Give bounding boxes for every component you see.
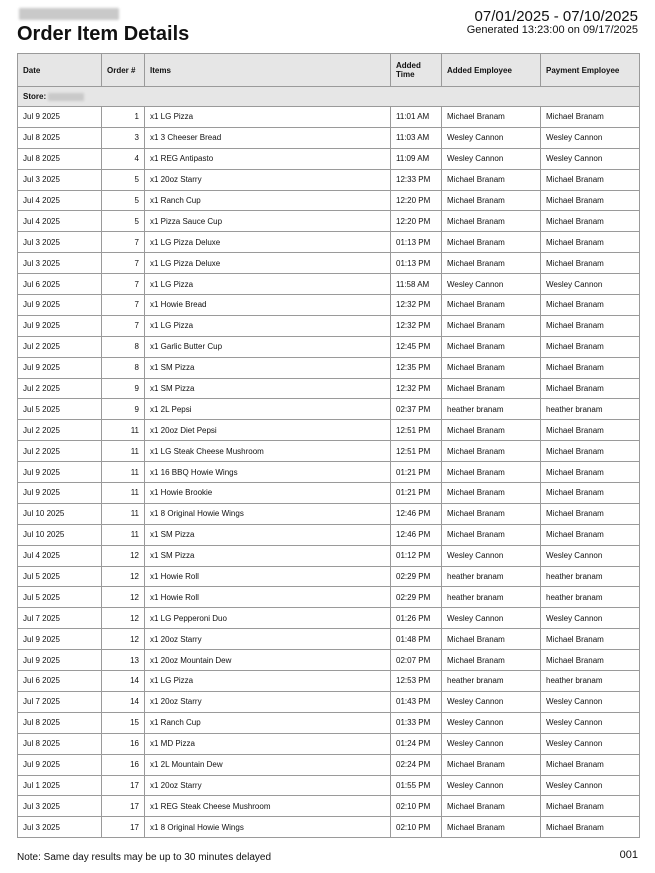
table-row (18, 566, 640, 587)
added-employee-cell: Michael Branam (442, 378, 541, 399)
added-time-cell: 12:46 PM (391, 503, 442, 524)
items-cell: x1 LG Pizza (145, 671, 391, 692)
store-group-cell (18, 87, 640, 107)
added-employee-cell: Michael Branam (442, 295, 541, 316)
table-row (18, 524, 640, 545)
added-time-cell: 11:01 AM (391, 107, 442, 128)
payment-employee-cell: Michael Branam (541, 336, 640, 357)
date-cell: Jul 10 2025 (18, 524, 102, 545)
date-cell: Jul 3 2025 (18, 817, 102, 838)
payment-employee-cell: Michael Branam (541, 253, 640, 274)
items-cell: x1 LG Pizza Deluxe (145, 232, 391, 253)
date-cell: Jul 3 2025 (18, 253, 102, 274)
order-number-cell: 7 (102, 253, 145, 274)
payment-employee-cell: Michael Branam (541, 169, 640, 190)
added-employee-cell: Wesley Cannon (442, 545, 541, 566)
date-cell: Jul 3 2025 (18, 232, 102, 253)
items-cell: x1 LG Pizza Deluxe (145, 253, 391, 274)
added-employee-cell: Michael Branam (442, 315, 541, 336)
order-number-cell: 9 (102, 399, 145, 420)
col-date: Date (18, 54, 102, 87)
date-range: 07/01/2025 - 07/10/2025 (474, 8, 638, 25)
payment-employee-cell: Michael Branam (541, 462, 640, 483)
added-employee-cell: Michael Branam (442, 357, 541, 378)
items-cell: x1 2L Pepsi (145, 399, 391, 420)
date-cell: Jul 6 2025 (18, 671, 102, 692)
table-row (18, 378, 640, 399)
date-cell: Jul 5 2025 (18, 587, 102, 608)
items-cell: x1 20oz Diet Pepsi (145, 420, 391, 441)
added-employee-cell: Michael Branam (442, 232, 541, 253)
col-items: Items (145, 54, 391, 87)
added-time-cell: 12:32 PM (391, 315, 442, 336)
order-number-cell: 14 (102, 671, 145, 692)
added-employee-cell: heather branam (442, 671, 541, 692)
table-row (18, 754, 640, 775)
added-time-cell: 11:03 AM (391, 127, 442, 148)
table-row (18, 587, 640, 608)
payment-employee-cell: Michael Branam (541, 483, 640, 504)
items-cell: x1 LG Pizza (145, 315, 391, 336)
table-row (18, 315, 640, 336)
payment-employee-cell: Wesley Cannon (541, 608, 640, 629)
added-time-cell: 02:07 PM (391, 650, 442, 671)
items-cell: x1 8 Original Howie Wings (145, 817, 391, 838)
page-number: 001 (619, 849, 638, 861)
added-time-cell: 01:55 PM (391, 775, 442, 796)
date-cell: Jul 3 2025 (18, 169, 102, 190)
added-time-cell: 01:21 PM (391, 483, 442, 504)
date-cell: Jul 8 2025 (18, 148, 102, 169)
added-time-cell: 01:13 PM (391, 232, 442, 253)
payment-employee-cell: Michael Branam (541, 190, 640, 211)
page-title: Order Item Details (17, 23, 190, 45)
added-time-cell: 02:29 PM (391, 587, 442, 608)
date-cell: Jul 9 2025 (18, 754, 102, 775)
order-number-cell: 11 (102, 441, 145, 462)
table-row (18, 357, 640, 378)
table-row (18, 733, 640, 754)
table-row (18, 127, 640, 148)
order-number-cell: 17 (102, 775, 145, 796)
order-number-cell: 4 (102, 148, 145, 169)
items-cell: x1 Howie Roll (145, 566, 391, 587)
payment-employee-cell: Michael Branam (541, 107, 640, 128)
order-number-cell: 7 (102, 232, 145, 253)
date-cell: Jul 2 2025 (18, 378, 102, 399)
added-employee-cell: Michael Branam (442, 462, 541, 483)
added-employee-cell: Michael Branam (442, 817, 541, 838)
order-number-cell: 9 (102, 378, 145, 399)
table-row (18, 253, 640, 274)
table-row (18, 545, 640, 566)
order-number-cell: 14 (102, 691, 145, 712)
col-payment-employee: Payment Employee (541, 54, 640, 87)
added-employee-cell: Michael Branam (442, 253, 541, 274)
added-employee-cell: Wesley Cannon (442, 733, 541, 754)
table-row (18, 232, 640, 253)
added-employee-cell: Michael Branam (442, 190, 541, 211)
order-number-cell: 16 (102, 754, 145, 775)
col-added-employee: Added Employee (442, 54, 541, 87)
table-row (18, 462, 640, 483)
date-cell: Jul 8 2025 (18, 127, 102, 148)
added-employee-cell: Michael Branam (442, 441, 541, 462)
order-items-table (17, 53, 640, 838)
table-row (18, 295, 640, 316)
payment-employee-cell: Michael Branam (541, 754, 640, 775)
order-number-cell: 7 (102, 315, 145, 336)
order-number-cell: 11 (102, 420, 145, 441)
added-time-cell: 02:24 PM (391, 754, 442, 775)
items-cell: x1 Howie Roll (145, 587, 391, 608)
items-cell: x1 LG Steak Cheese Mushroom (145, 441, 391, 462)
added-employee-cell: Michael Branam (442, 336, 541, 357)
added-employee-cell: Michael Branam (442, 503, 541, 524)
added-employee-cell: heather branam (442, 566, 541, 587)
items-cell: x1 LG Pizza (145, 274, 391, 295)
payment-employee-cell: Michael Branam (541, 420, 640, 441)
store-label: Store: (23, 92, 47, 101)
added-time-cell: 01:33 PM (391, 712, 442, 733)
table-row (18, 671, 640, 692)
order-number-cell: 3 (102, 127, 145, 148)
order-number-cell: 1 (102, 107, 145, 128)
added-time-cell: 12:46 PM (391, 524, 442, 545)
added-time-cell: 12:53 PM (391, 671, 442, 692)
payment-employee-cell: heather branam (541, 399, 640, 420)
items-cell: x1 Ranch Cup (145, 190, 391, 211)
added-time-cell: 01:43 PM (391, 691, 442, 712)
added-employee-cell: Wesley Cannon (442, 148, 541, 169)
payment-employee-cell: Michael Branam (541, 524, 640, 545)
date-cell: Jul 1 2025 (18, 775, 102, 796)
items-cell: x1 Ranch Cup (145, 712, 391, 733)
order-number-cell: 11 (102, 462, 145, 483)
added-time-cell: 12:45 PM (391, 336, 442, 357)
table-row (18, 691, 640, 712)
date-cell: Jul 2 2025 (18, 420, 102, 441)
table-row (18, 629, 640, 650)
table-row (18, 148, 640, 169)
table-row (18, 712, 640, 733)
date-cell: Jul 9 2025 (18, 650, 102, 671)
date-cell: Jul 7 2025 (18, 608, 102, 629)
items-cell: x1 SM Pizza (145, 524, 391, 545)
items-cell: x1 REG Steak Cheese Mushroom (145, 796, 391, 817)
date-cell: Jul 9 2025 (18, 357, 102, 378)
added-time-cell: 12:20 PM (391, 211, 442, 232)
order-number-cell: 5 (102, 169, 145, 190)
added-time-cell: 02:10 PM (391, 817, 442, 838)
order-number-cell: 5 (102, 211, 145, 232)
added-employee-cell: Michael Branam (442, 107, 541, 128)
items-cell: x1 3 Cheeser Bread (145, 127, 391, 148)
table-row (18, 796, 640, 817)
date-cell: Jul 9 2025 (18, 315, 102, 336)
date-cell: Jul 2 2025 (18, 336, 102, 357)
date-cell: Jul 7 2025 (18, 691, 102, 712)
payment-employee-cell: Wesley Cannon (541, 712, 640, 733)
order-number-cell: 12 (102, 608, 145, 629)
order-number-cell: 11 (102, 483, 145, 504)
date-cell: Jul 4 2025 (18, 211, 102, 232)
payment-employee-cell: Michael Branam (541, 629, 640, 650)
added-time-cell: 12:32 PM (391, 378, 442, 399)
order-number-cell: 8 (102, 336, 145, 357)
added-time-cell: 01:26 PM (391, 608, 442, 629)
table-row (18, 775, 640, 796)
payment-employee-cell: Michael Branam (541, 650, 640, 671)
added-employee-cell: Michael Branam (442, 796, 541, 817)
order-number-cell: 12 (102, 545, 145, 566)
items-cell: x1 20oz Starry (145, 629, 391, 650)
payment-employee-cell: Michael Branam (541, 232, 640, 253)
items-cell: x1 20oz Starry (145, 691, 391, 712)
payment-employee-cell: Michael Branam (541, 211, 640, 232)
table-row (18, 107, 640, 128)
payment-employee-cell: Michael Branam (541, 378, 640, 399)
added-time-cell: 02:29 PM (391, 566, 442, 587)
payment-employee-cell: Wesley Cannon (541, 274, 640, 295)
payment-employee-cell: heather branam (541, 566, 640, 587)
table-header-row (18, 54, 640, 87)
order-number-cell: 17 (102, 817, 145, 838)
date-cell: Jul 5 2025 (18, 566, 102, 587)
added-employee-cell: Wesley Cannon (442, 608, 541, 629)
payment-employee-cell: heather branam (541, 587, 640, 608)
payment-employee-cell: Michael Branam (541, 796, 640, 817)
payment-employee-cell: Wesley Cannon (541, 148, 640, 169)
date-cell: Jul 5 2025 (18, 399, 102, 420)
payment-employee-cell: Wesley Cannon (541, 775, 640, 796)
order-number-cell: 17 (102, 796, 145, 817)
date-cell: Jul 9 2025 (18, 462, 102, 483)
items-cell: x1 LG Pepperoni Duo (145, 608, 391, 629)
order-number-cell: 7 (102, 295, 145, 316)
payment-employee-cell: Wesley Cannon (541, 733, 640, 754)
order-number-cell: 11 (102, 524, 145, 545)
added-time-cell: 01:12 PM (391, 545, 442, 566)
store-group-row (18, 87, 640, 107)
date-cell: Jul 9 2025 (18, 483, 102, 504)
added-time-cell: 01:48 PM (391, 629, 442, 650)
added-employee-cell: heather branam (442, 399, 541, 420)
table-row (18, 441, 640, 462)
added-employee-cell: Wesley Cannon (442, 127, 541, 148)
items-cell: x1 20oz Starry (145, 169, 391, 190)
items-cell: x1 SM Pizza (145, 357, 391, 378)
table-row (18, 817, 640, 838)
added-time-cell: 12:51 PM (391, 420, 442, 441)
added-time-cell: 12:35 PM (391, 357, 442, 378)
added-employee-cell: Michael Branam (442, 650, 541, 671)
table-row (18, 190, 640, 211)
added-employee-cell: Michael Branam (442, 420, 541, 441)
order-number-cell: 12 (102, 566, 145, 587)
added-time-cell: 02:37 PM (391, 399, 442, 420)
table-row (18, 503, 640, 524)
table-row (18, 169, 640, 190)
table-row (18, 399, 640, 420)
added-time-cell: 12:20 PM (391, 190, 442, 211)
col-added-time: Added Time (391, 54, 442, 87)
payment-employee-cell: Wesley Cannon (541, 127, 640, 148)
table-row (18, 483, 640, 504)
added-time-cell: 12:51 PM (391, 441, 442, 462)
items-cell: x1 2L Mountain Dew (145, 754, 391, 775)
added-time-cell: 02:10 PM (391, 796, 442, 817)
added-employee-cell: Michael Branam (442, 169, 541, 190)
added-time-cell: 11:58 AM (391, 274, 442, 295)
order-number-cell: 15 (102, 712, 145, 733)
added-employee-cell: Wesley Cannon (442, 691, 541, 712)
added-employee-cell: heather branam (442, 587, 541, 608)
items-cell: x1 Howie Brookie (145, 483, 391, 504)
footer-note: Note: Same day results may be up to 30 minutes delayed (17, 852, 272, 863)
order-number-cell: 12 (102, 587, 145, 608)
items-cell: x1 Howie Bread (145, 295, 391, 316)
payment-employee-cell: Michael Branam (541, 295, 640, 316)
items-cell: x1 REG Antipasto (145, 148, 391, 169)
added-time-cell: 11:09 AM (391, 148, 442, 169)
date-cell: Jul 8 2025 (18, 712, 102, 733)
table-row (18, 608, 640, 629)
items-cell: x1 SM Pizza (145, 545, 391, 566)
date-cell: Jul 9 2025 (18, 295, 102, 316)
added-time-cell: 01:13 PM (391, 253, 442, 274)
items-cell: x1 SM Pizza (145, 378, 391, 399)
items-cell: x1 Garlic Butter Cup (145, 336, 391, 357)
payment-employee-cell: Wesley Cannon (541, 545, 640, 566)
date-cell: Jul 2 2025 (18, 441, 102, 462)
table-row (18, 336, 640, 357)
order-number-cell: 11 (102, 503, 145, 524)
payment-employee-cell: heather branam (541, 671, 640, 692)
added-employee-cell: Michael Branam (442, 211, 541, 232)
added-time-cell: 01:24 PM (391, 733, 442, 754)
col-order-number: Order # (102, 54, 145, 87)
added-employee-cell: Wesley Cannon (442, 712, 541, 733)
payment-employee-cell: Michael Branam (541, 357, 640, 378)
payment-employee-cell: Wesley Cannon (541, 691, 640, 712)
items-cell: x1 MD Pizza (145, 733, 391, 754)
date-cell: Jul 9 2025 (18, 629, 102, 650)
items-cell: x1 20oz Starry (145, 775, 391, 796)
items-cell: x1 8 Original Howie Wings (145, 503, 391, 524)
items-cell: x1 Pizza Sauce Cup (145, 211, 391, 232)
added-employee-cell: Wesley Cannon (442, 775, 541, 796)
order-number-cell: 13 (102, 650, 145, 671)
payment-employee-cell: Michael Branam (541, 817, 640, 838)
items-cell: x1 LG Pizza (145, 107, 391, 128)
date-cell: Jul 8 2025 (18, 733, 102, 754)
payment-employee-cell: Michael Branam (541, 503, 640, 524)
date-cell: Jul 6 2025 (18, 274, 102, 295)
added-time-cell: 12:32 PM (391, 295, 442, 316)
added-employee-cell: Michael Branam (442, 524, 541, 545)
date-cell: Jul 10 2025 (18, 503, 102, 524)
table-row (18, 211, 640, 232)
order-number-cell: 7 (102, 274, 145, 295)
date-cell: Jul 4 2025 (18, 545, 102, 566)
items-cell: x1 20oz Mountain Dew (145, 650, 391, 671)
order-number-cell: 8 (102, 357, 145, 378)
payment-employee-cell: Michael Branam (541, 441, 640, 462)
order-number-cell: 16 (102, 733, 145, 754)
generated-timestamp: Generated 13:23:00 on 09/17/2025 (466, 24, 638, 36)
added-employee-cell: Michael Branam (442, 483, 541, 504)
items-cell: x1 16 BBQ Howie Wings (145, 462, 391, 483)
date-cell: Jul 3 2025 (18, 796, 102, 817)
order-number-cell: 12 (102, 629, 145, 650)
date-cell: Jul 9 2025 (18, 107, 102, 128)
added-time-cell: 12:33 PM (391, 169, 442, 190)
table-row (18, 650, 640, 671)
order-number-cell: 5 (102, 190, 145, 211)
table-row (18, 420, 640, 441)
added-employee-cell: Michael Branam (442, 629, 541, 650)
date-cell: Jul 4 2025 (18, 190, 102, 211)
added-employee-cell: Michael Branam (442, 754, 541, 775)
added-employee-cell: Wesley Cannon (442, 274, 541, 295)
redacted-store-name (48, 93, 84, 101)
redacted-header-text (19, 8, 119, 20)
added-time-cell: 01:21 PM (391, 462, 442, 483)
table-row (18, 274, 640, 295)
payment-employee-cell: Michael Branam (541, 315, 640, 336)
